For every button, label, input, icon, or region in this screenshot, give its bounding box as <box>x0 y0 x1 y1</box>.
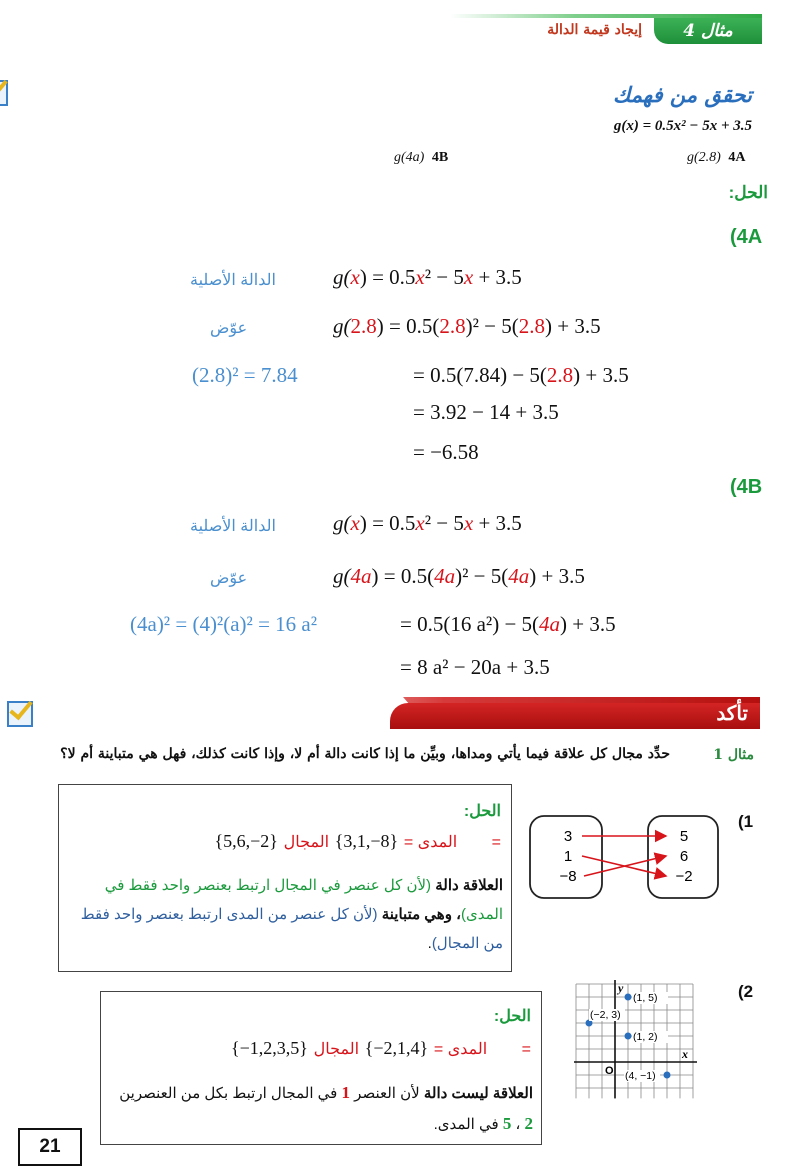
part-a-label: (4A <box>730 226 763 248</box>
problem2-conclusion-text1: لأن العنصر <box>350 1085 424 1102</box>
domain-value-2: 1 <box>563 848 573 865</box>
example-label: مثال 4 <box>654 18 762 44</box>
part-a-note-substitute: عوّض <box>210 320 248 337</box>
problem1-conclusion-bold2: ، وهي متباينة <box>381 906 461 923</box>
part-a-line-4: = 3.92 − 14 + 3.5 <box>413 400 559 424</box>
problem1-number: (1 <box>738 812 754 831</box>
y-axis-label: y <box>618 981 624 995</box>
problem2-element: 1 <box>341 1083 350 1102</box>
problem2-range-label: المدى = <box>433 1041 488 1058</box>
graph-point <box>664 1072 671 1079</box>
point-label: (−2, 3) <box>590 1009 621 1021</box>
page-number: 21 <box>18 1128 82 1166</box>
problem2-range-value: {−1,2,3,5} <box>230 1038 308 1058</box>
exercise-4b-expr: g(4a) <box>394 150 425 165</box>
problem2-separator: ، <box>511 1116 525 1133</box>
domain-value-1: 3 <box>563 828 573 845</box>
part-a-line-1: g(x) = 0.5x² − 5x + 3.5 <box>333 265 522 289</box>
part-b-line-2: g(4a) = 0.5(4a)² − 5(4a) + 3.5 <box>333 564 585 588</box>
exercise-4b <box>394 150 448 166</box>
problem1-sets <box>214 831 501 852</box>
example1-label: مثال 1 <box>713 747 754 763</box>
point-label: (1, 5) <box>633 992 658 1004</box>
problem2-domain-label: المجال = <box>313 1041 531 1058</box>
problem1-conclusion-reason2: (لأن كل عنصر من المدى ارتبط بعنصر واحد فقط من المجال) <box>80 906 503 952</box>
function-definition: g(x) = 0.5x² − 5x + 3.5 <box>613 118 752 134</box>
range-value-2: 6 <box>679 848 689 865</box>
problem1-solution-heading: الحل: <box>463 803 501 820</box>
problem2-domain-value: {−2,1,4} <box>364 1038 429 1058</box>
part-b-note-square: (4a)² = (4)²(a)² = 16 a² <box>130 612 318 636</box>
problem1-solution-box <box>58 784 512 972</box>
problem1-conclusion <box>67 871 503 958</box>
problem2-element-b: 5 <box>502 1114 512 1133</box>
check-understanding-title: تحقق من فهمك <box>613 82 752 107</box>
part-a-note-original: الدالة الأصلية <box>190 272 276 289</box>
exercise-4a <box>687 150 745 166</box>
problem1-conclusion-bold: العلاقة دالة <box>435 877 503 894</box>
part-a-line-2: g(2.8) = 0.5(2.8)² − 5(2.8) + 3.5 <box>333 314 601 338</box>
problem1-range-label: المدى = <box>403 834 458 851</box>
part-a-line-5: = −6.58 <box>413 440 479 464</box>
range-value-3: −2 <box>675 868 693 885</box>
graph-point <box>625 1033 632 1040</box>
problem1-conclusion-reason: (لأن كل عنصر في المجال ارتبط بعنصر واحد فقط في المدى) <box>104 877 503 923</box>
graph-point <box>625 994 632 1001</box>
confirm-banner <box>60 697 760 729</box>
problem2-element-a: 2 <box>524 1114 533 1133</box>
example1-instruction: حدِّد مجال كل علاقة فيما يأتي ومداها، وبيِّن ما إذا كانت دالة أم لا، وإذا كانت كذلك، فهل هي متباينة أم لا؟ <box>60 746 670 762</box>
solution-heading: الحل: <box>728 183 768 202</box>
checkmark-icon <box>0 80 8 106</box>
problem1-end: . <box>427 935 432 952</box>
confirm-banner-bar <box>390 703 760 729</box>
problem2-conclusion-bold: العلاقة ليست دالة <box>423 1085 533 1102</box>
point-label: (1, 2) <box>633 1031 658 1043</box>
part-b-note-original: الدالة الأصلية <box>190 518 276 535</box>
part-b-note-substitute: عوّض <box>210 570 248 587</box>
problem1-domain-value: {3,1,−8} <box>334 831 399 851</box>
exercise-4a-expr: g(2.8) <box>687 150 721 165</box>
problem2-conclusion-text2: في المجال ارتبط بكل من العنصرين <box>119 1085 342 1102</box>
exercise-4b-label: 4B <box>431 150 449 165</box>
example-subtitle: إيجاد قيمة الدالة <box>547 22 642 38</box>
problem2-conclusion <box>109 1078 533 1140</box>
part-b-line-1: g(x) = 0.5x² − 5x + 3.5 <box>333 511 522 535</box>
problem2-solution-box <box>100 991 542 1145</box>
problem2-number: (2 <box>738 982 754 1001</box>
problem2-solution-heading: الحل: <box>493 1008 531 1025</box>
problem2-sets <box>231 1038 531 1059</box>
example-banner <box>450 14 762 44</box>
part-b-line-4: = 8 a² − 20a + 3.5 <box>400 655 550 679</box>
confirm-title: تأكد <box>716 701 748 725</box>
point-label: (4, −1) <box>625 1070 656 1082</box>
part-a-line-3: = 0.5(7.84) − 5(2.8) + 3.5 <box>413 363 629 387</box>
domain-value-3: −8 <box>559 868 577 885</box>
part-b-label: (4B <box>730 476 763 498</box>
part-a-note-square: (2.8)² = 7.84 <box>192 363 298 387</box>
problem1-range-value: {5,6,−2} <box>214 831 278 851</box>
exercise-4a-label: 4A <box>728 150 746 165</box>
problem2-conclusion-text3: في المدى. <box>433 1116 503 1133</box>
x-axis-label: x <box>682 1047 688 1061</box>
problem1-domain-label: المجال = <box>283 834 501 851</box>
confirm-check-icon <box>7 701 33 727</box>
range-value-1: 5 <box>679 828 689 845</box>
part-b-line-3: = 0.5(16 a²) − 5(4a) + 3.5 <box>400 612 616 636</box>
coordinate-graph <box>572 980 728 1136</box>
origin-label: O <box>605 1065 614 1077</box>
mapping-diagram <box>526 806 726 902</box>
